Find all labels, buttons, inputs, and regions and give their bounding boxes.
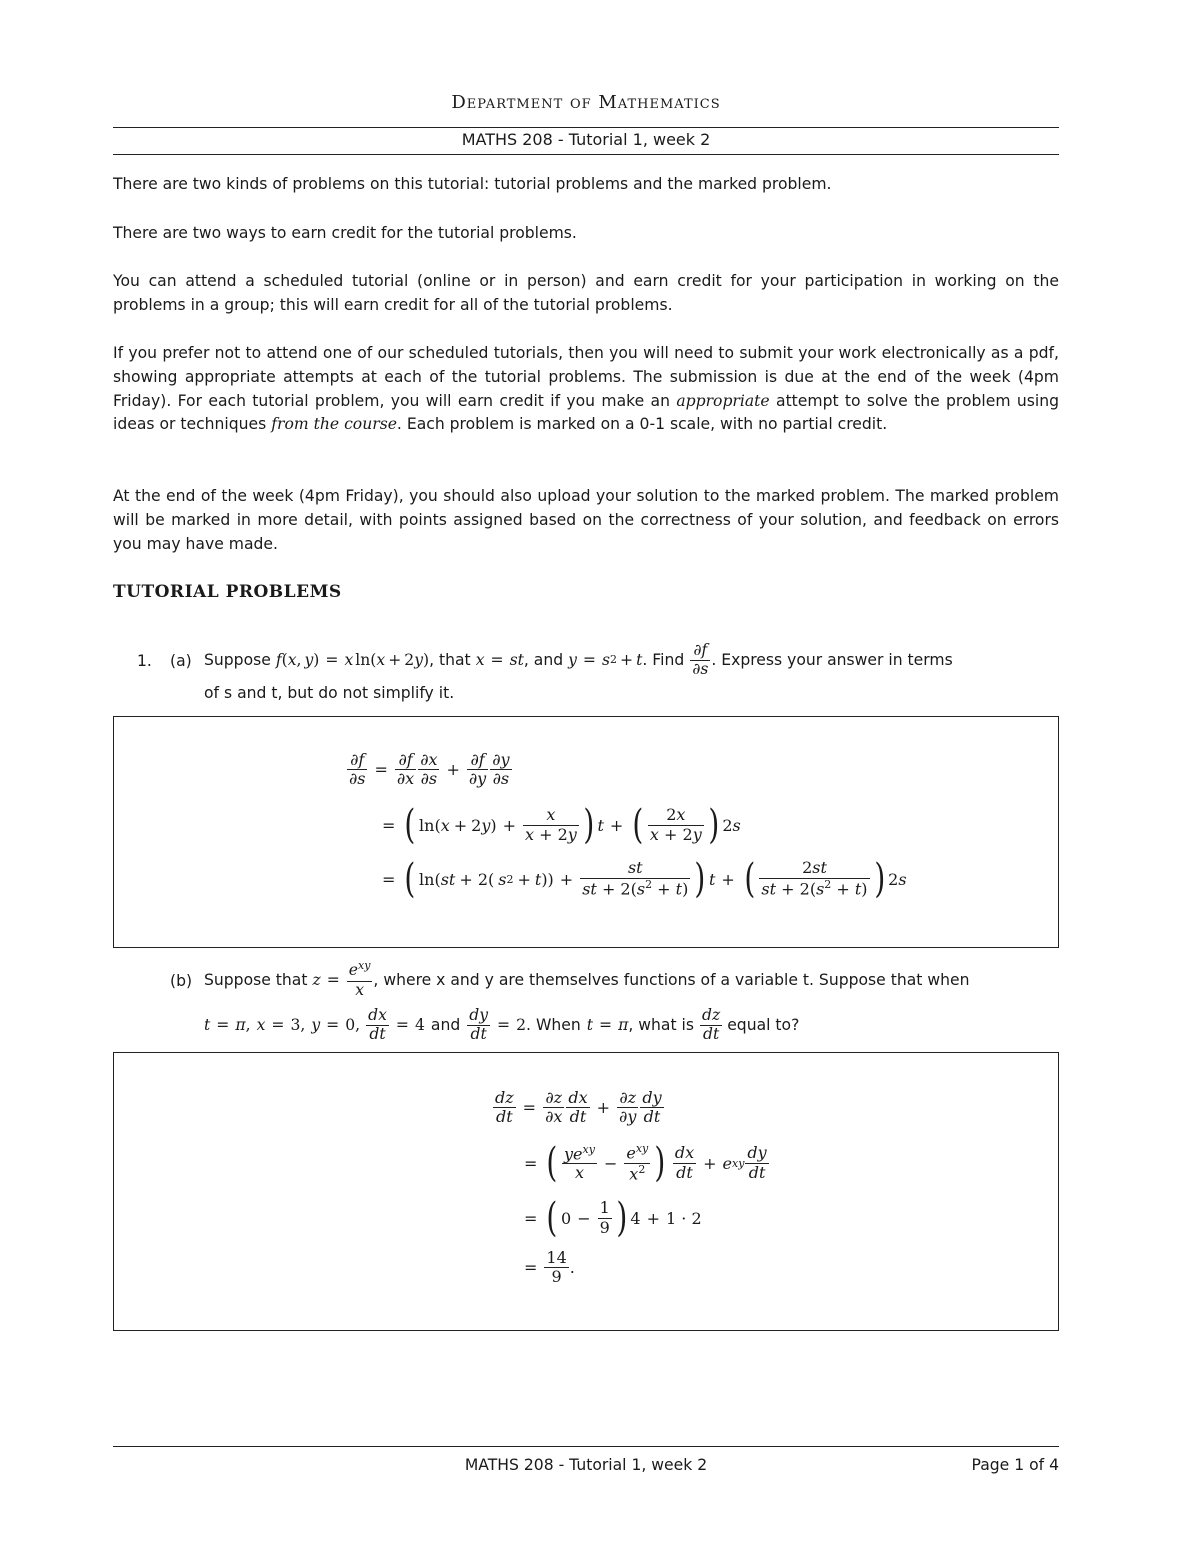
header-rule-top xyxy=(113,127,1059,128)
part-a-label: (a) xyxy=(170,652,192,670)
intro-paragraph-2: There are two ways to earn credit for the tutorial problems. xyxy=(113,224,577,242)
part-b-what: , what is xyxy=(628,1016,694,1034)
answer-box-a: $\frac{\partial f}{\partial s}$ = $\frac{\partial f}{\partial x}$ $\frac{\partial x}{\partial s}$ + $\frac{\partial f}{\partial y}$ $\frac{\partial y}{\partial s}$ = ( ln( x + 2 y ) + $\frac{x}{x + 2y}$ ) t + ( $\frac{2x}{x + 2y}$ ) 2 s = ( ln( st + 2( s 2 + t )) + $\frac{st}{st + 2(s^2 + t)}$ ) t + ( $\frac{2st}{st + 2(s^2 + t)}$ ) 2 s xyxy=(113,716,1059,948)
part-a-express: . Express your answer in terms xyxy=(711,651,953,669)
p4-text-c: . Each problem is marked on a 0-1 scale, with no partial credit. xyxy=(396,415,888,434)
intro-paragraph-4 xyxy=(113,342,1059,437)
answer-box-b: $\frac{dz}{dt}$ = $\frac{\partial z}{\partial x}$ $\frac{dx}{dt}$ + $\frac{\partial z}{\partial y}$ $\frac{dy}{dt}$ = ( $\frac{ye^{xy}}{x}$ − $\frac{e^{xy}}{x^2}$ ) $\frac{dx}{dt}$ + e xy $\frac{dy}{dt}$ = ( 0 − $\frac{1}{9}$ ) 4 + 1 · 2 = $\frac{14}{9}$ . xyxy=(113,1052,1059,1331)
p4-emphasis-course: from the course xyxy=(271,415,397,434)
problem-number: 1. xyxy=(137,652,152,670)
department-heading: Department of Mathematics xyxy=(451,92,721,113)
part-a-and: , and xyxy=(523,651,564,669)
tutorial-title: MATHS 208 - Tutorial 1, week 2 xyxy=(461,130,711,149)
intro-paragraph-5: At the end of the week (4pm Friday), you should also upload your solution to the marked problem. The marked problem will be marked in more detail, with points assigned based on the correctness of your solution, and feedback on errors you may have made. xyxy=(113,487,1059,553)
p4-text-a: If you prefer not to attend one of our scheduled tutorials, then you will need to submit your work electronically as a pdf, showing appropriate attempts at each of the tutorial problems. The submission is due at the end of the week (4pm Friday). For each tutorial problem, you will earn credit if you make an xyxy=(113,344,1059,410)
p4-emphasis-appropriate: appropriate xyxy=(676,391,770,410)
intro-paragraph-3: You can attend a scheduled tutorial (online or in person) and earn credit for your participation in working on the problems in a group; this will earn credit for all of the tutorial problems. xyxy=(113,272,1059,314)
part-a-suppose: Suppose xyxy=(204,651,271,669)
intro-paragraph-1: There are two kinds of problems on this tutorial: tutorial problems and the marked problem. xyxy=(113,175,832,193)
footer-title: MATHS 208 - Tutorial 1, week 2 xyxy=(464,1456,708,1474)
part-b-equal: equal to? xyxy=(727,1016,800,1034)
footer-rule xyxy=(113,1446,1059,1447)
part-a-find: . Find xyxy=(642,651,685,669)
page-number: Page 1 of 4 xyxy=(971,1456,1059,1474)
part-b-where: , where x and y are themselves functions of a variable t. Suppose that when xyxy=(373,971,970,989)
section-title: TUTORIAL PROBLEMS xyxy=(113,582,342,602)
part-b-suppose: Suppose that xyxy=(204,971,308,989)
part-a-that: , that xyxy=(429,651,471,669)
p4-text-b: attempt to solve the problem using ideas or techniques xyxy=(113,391,1060,434)
part-a-line2: of s and t, but do not simplify it. xyxy=(204,684,455,702)
part-a-question: Suppose f ( x , y ) = x ln( x + 2 y ) , that x = st , and y = s 2 + t . Find $\frac{\partial f}{\partial s}$ . Express your answer in terms of s and t, but do not simplify it. xyxy=(204,640,1059,706)
part-b-and: and xyxy=(430,1016,461,1034)
part-b-label: (b) xyxy=(170,972,193,990)
part-b-question: Suppose that z = $\frac{e^{xy}}{x}$ , where x and y are themselves functions of a variable t. Suppose that when t = π , x = 3, y = 0, $\frac{dx}{dt}$ = 4 and $\frac{dy}{dt}$ = 2 . When t = π , what is $\frac{dz}{dt}$ equal to? xyxy=(204,959,970,1043)
header-rule-bottom xyxy=(113,154,1059,155)
part-b-when: . When xyxy=(526,1016,581,1034)
